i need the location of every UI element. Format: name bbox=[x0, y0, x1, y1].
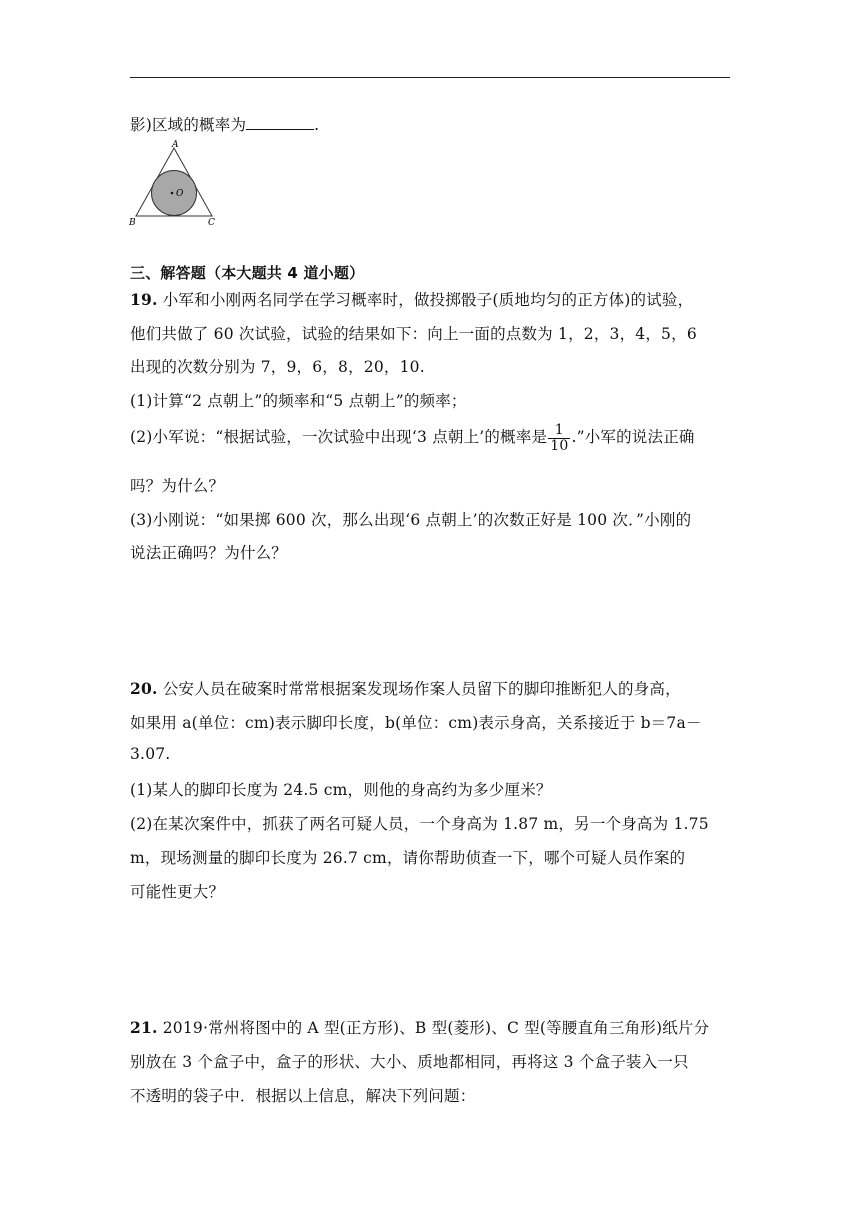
q19-line2: 他们共做了 60 次试验，试验的结果如下：向上一面的点数为 1，2，3，4，5，6 bbox=[130, 325, 697, 343]
q21-number: 21. bbox=[130, 1018, 158, 1037]
q19-part3-line2: 说法正确吗？为什么？ bbox=[130, 544, 288, 562]
q21-line1 bbox=[130, 1016, 709, 1038]
q19-part3-line1: (3)小刚说：“如果掷 600 次，那么出现‘6 点朝上’的次数正好是 100 次．”小刚的 bbox=[130, 511, 692, 529]
q20-number: 20. bbox=[130, 679, 158, 698]
q20-part2-line2: m，现场测量的脚印长度为 26.7 cm，请你帮助侦查一下，哪个可疑人员作案的 bbox=[130, 849, 686, 867]
label-o: O bbox=[176, 189, 184, 199]
previous-question-end: . bbox=[314, 116, 320, 134]
q19-part2 bbox=[130, 423, 695, 453]
header-rule bbox=[130, 77, 730, 78]
q21-line3: 不透明的袋子中．根据以上信息，解决下列问题： bbox=[130, 1087, 476, 1105]
label-b: B bbox=[129, 218, 136, 228]
answer-blank bbox=[246, 115, 314, 130]
fraction-one-tenth bbox=[548, 423, 570, 453]
q19-number: 19. bbox=[130, 290, 158, 309]
q19-part2-line2: 吗？为什么？ bbox=[130, 477, 225, 495]
q20-line2: 如果用 a(单位：cm)表示脚印长度，b(单位：cm)表示身高，关系接近于 b＝7a－ bbox=[130, 714, 702, 732]
fraction-numerator: 1 bbox=[548, 423, 570, 439]
triangle-incircle-figure bbox=[126, 138, 222, 230]
q20-text1: 公安人员在破案时常常根据案发现场作案人员留下的脚印推断犯人的身高， bbox=[162, 680, 681, 698]
label-c: C bbox=[208, 218, 215, 228]
q21-line2: 别放在 3 个盒子中，盒子的形状、大小、质地都相同，再将这 3 个盒子装入一只 bbox=[130, 1053, 689, 1071]
q20-line3: 3.07. bbox=[130, 745, 171, 763]
center-point bbox=[171, 192, 174, 195]
q19-line1 bbox=[130, 288, 693, 310]
q20-part2-line3: 可能性更大？ bbox=[130, 883, 225, 901]
previous-question-text: 影)区域的概率为 bbox=[130, 116, 247, 134]
q21-text1: 2019·常州将图中的 A 型(正方形)、B 型(菱形)、C 型(等腰直角三角形)纸片分 bbox=[162, 1019, 710, 1037]
inscribed-circle bbox=[152, 171, 197, 216]
q20-line1 bbox=[130, 677, 681, 699]
q20-part2-line1: (2)在某次案件中，抓获了两名可疑人员，一个身高为 1.87 m，另一个身高为 1.75 bbox=[130, 815, 709, 833]
q19-part2-text-a: (2)小军说：“根据试验，一次试验中出现‘3 点朝上’的概率是 bbox=[130, 428, 548, 447]
section-heading: 三、解答题（本大题共 4 道小题） bbox=[130, 264, 365, 282]
previous-question-tail bbox=[130, 113, 319, 135]
fraction-denominator: 10 bbox=[550, 437, 569, 454]
q19-line3: 出现的次数分别为 7，9，6，8，20，10. bbox=[130, 358, 425, 376]
q19-text1: 小军和小刚两名同学在学习概率时，做投掷骰子(质地均匀的正方体)的试验， bbox=[162, 291, 694, 309]
q19-part2-text-b: .”小军的说法正确 bbox=[571, 428, 695, 447]
label-a: A bbox=[172, 140, 179, 150]
q19-part1: (1)计算“2 点朝上”的频率和“5 点朝上”的频率； bbox=[130, 392, 467, 410]
q20-part1: (1)某人的脚印长度为 24.5 cm，则他的身高约为多少厘米？ bbox=[130, 781, 552, 799]
